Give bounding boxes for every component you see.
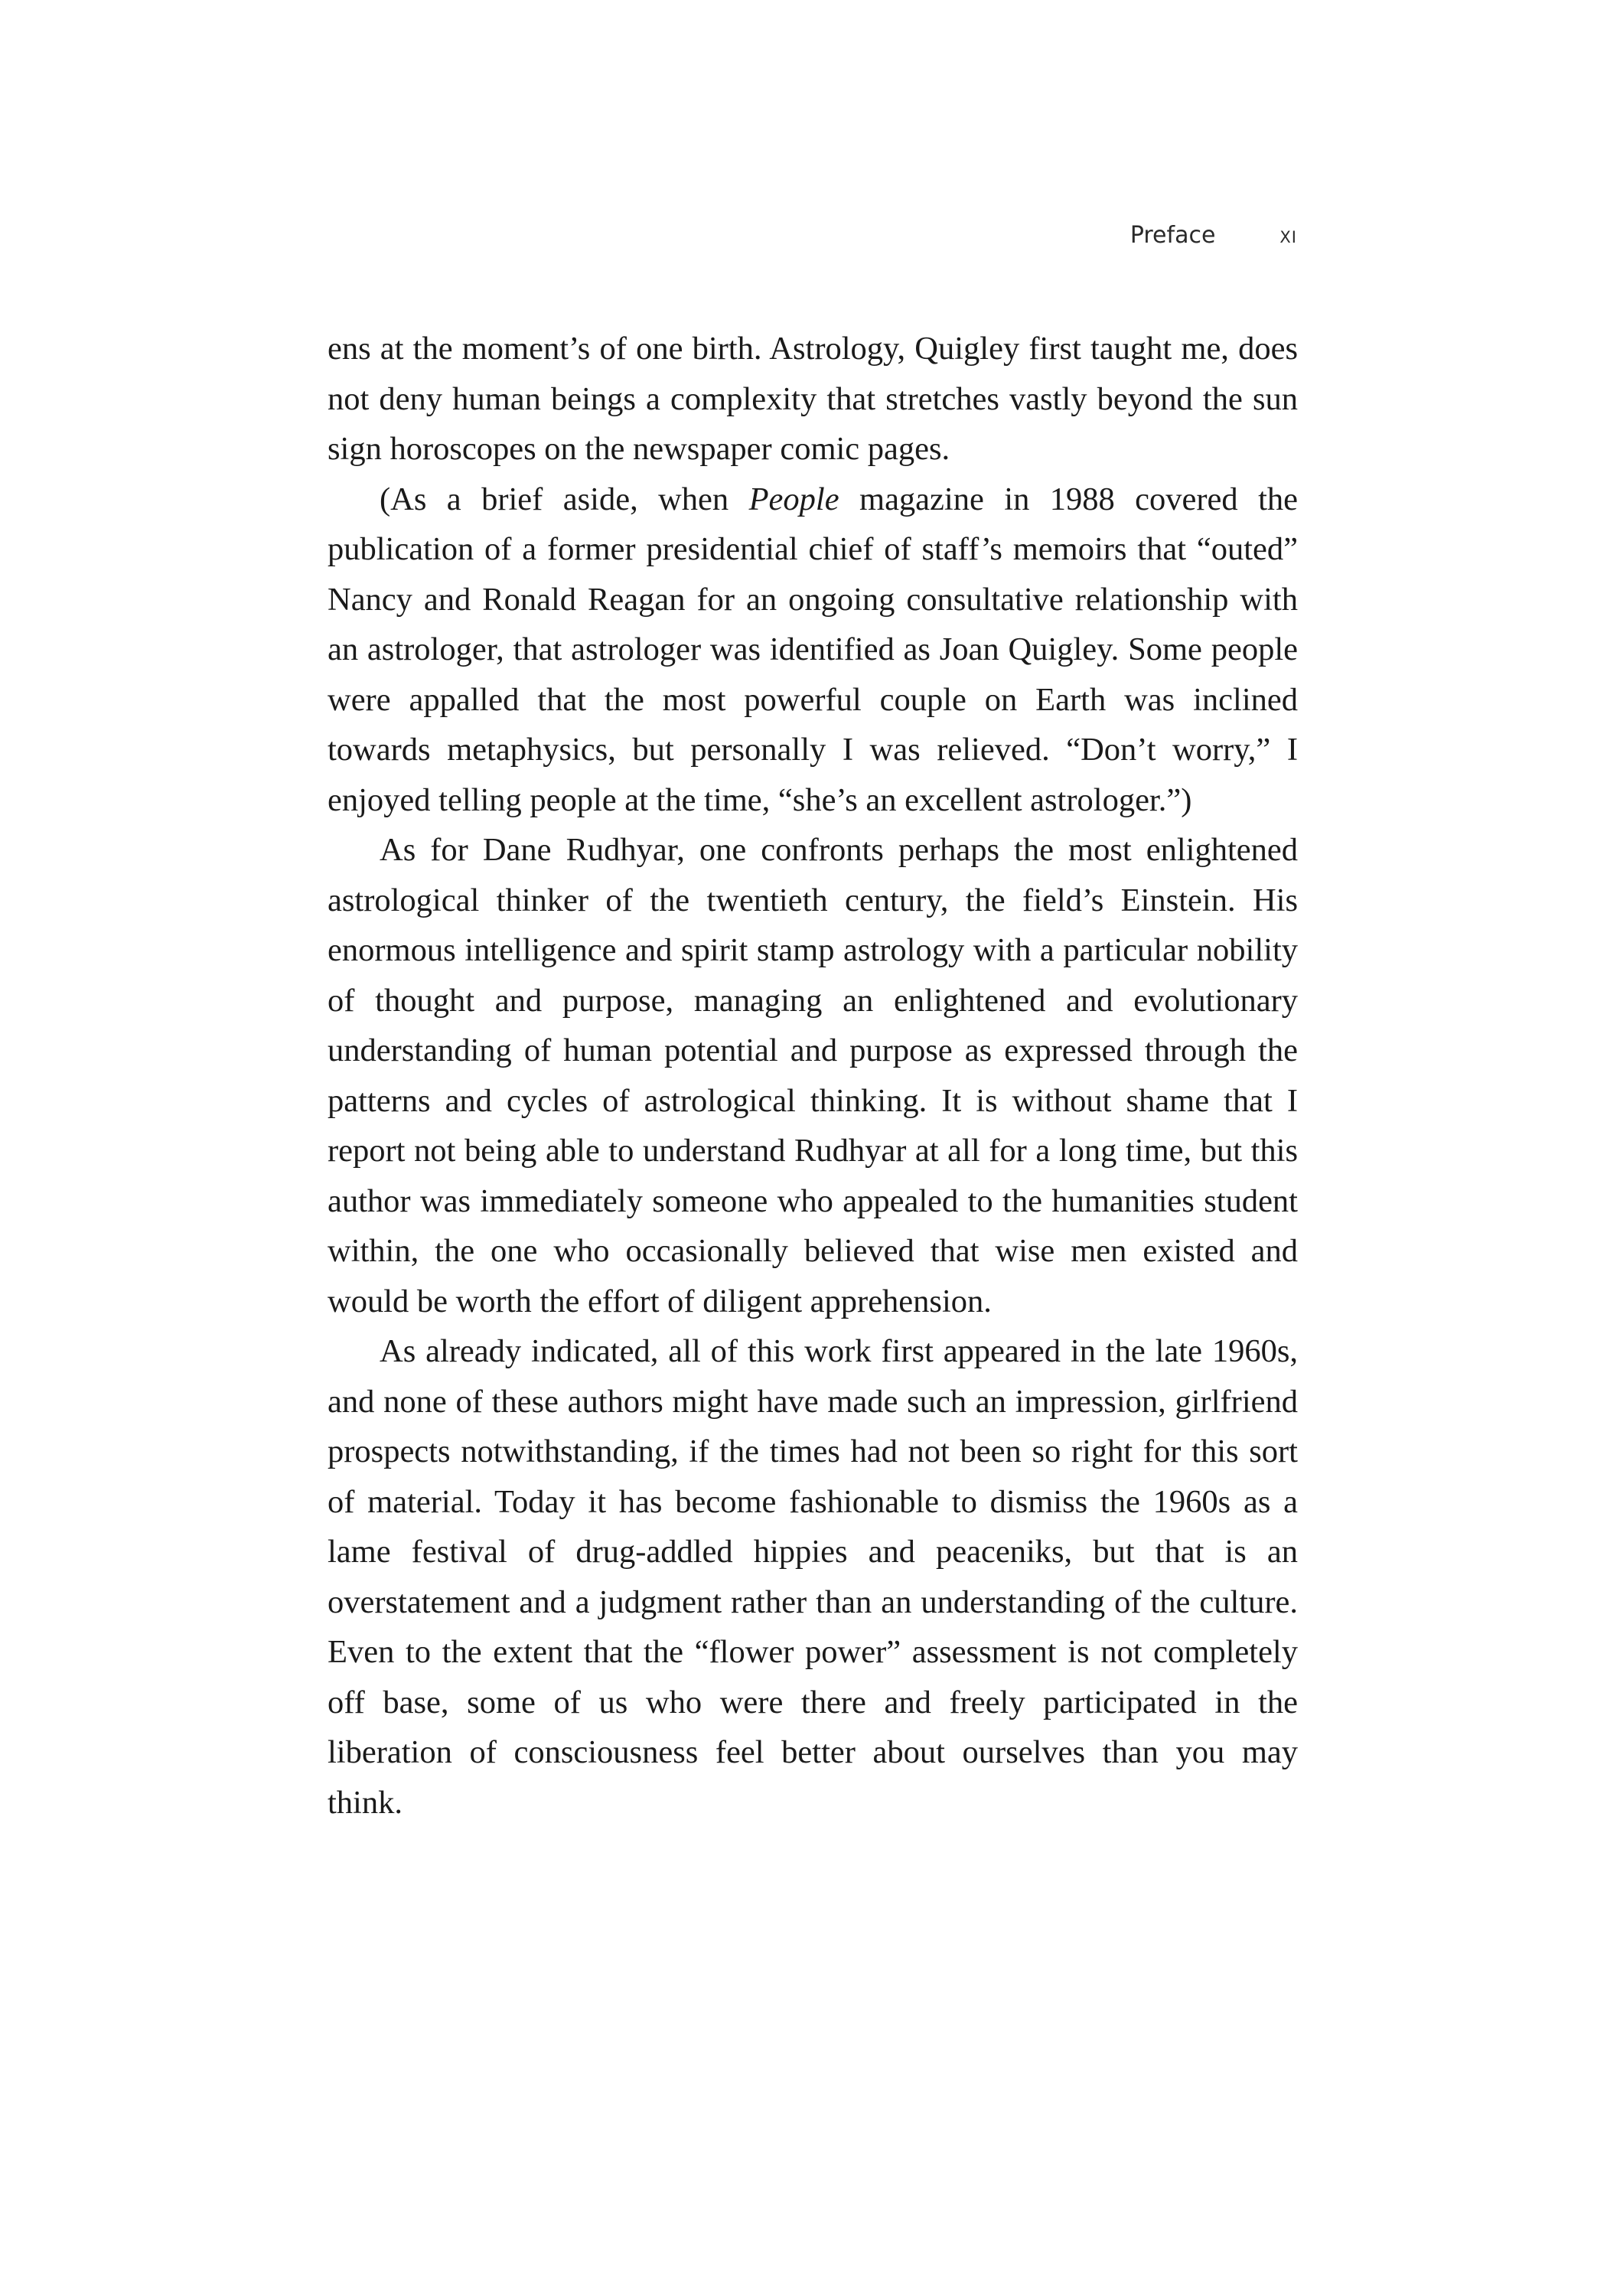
page-number: xi xyxy=(1279,222,1297,249)
paragraph-2-rest: magazine in 1988 covered the publication of a former presidential chief of staff’s memoirs that “outed” Nancy and Ronald Reagan for an ongoing consultative relationship with an astrologer, that astrologer was identified as Joan Quigley. Some people were appalled that the most powerful couple on Earth was inclined towards metaphysics, but personally I was relieved. “Don’t worry,” I enjoyed telling people at the time, “she’s an excellent astrologer.”) xyxy=(328,481,1298,818)
body-text xyxy=(328,324,1298,1828)
paragraph-2-lead: (As a brief aside, when xyxy=(380,481,749,517)
magazine-title: People xyxy=(748,481,839,517)
paragraph-1: ens at the moment’s of one birth. Astrology, Quigley first taught me, does not deny human beings a complexity that stretches vastly beyond the sun sign horoscopes on the newspaper comic pages. xyxy=(328,331,1298,467)
running-head xyxy=(1130,222,1297,249)
running-head-section-title: Preface xyxy=(1129,222,1216,249)
paragraph-3: As for Dane Rudhyar, one confronts perhaps the most enlightened astrological thinker of the twentieth century, the field’s Einstein. His enormous intelligence and spirit stamp astrology with a particular nobility of thought and purpose, managing an enlightened and evolutionary understanding of human potential and purpose as expressed through the patterns and cycles of astrological thinking. It is without shame that I report not being able to understand Rudhyar at all for a long time, but this author was immediately someone who appealed to the humanities student within, the one who occasionally believed that wise men existed and would be worth the effort of diligent apprehension. xyxy=(328,832,1298,1319)
paragraph-4: As already indicated, all of this work first appeared in the late 1960s, and none of these authors might have made such an impression, girlfriend prospects notwithstanding, if the times had not been so right for this sort of material. Today it has become fashionable to dismiss the 1960s as a lame festival of drug-addled hippies and peaceniks, but that is an overstatement and a judgment rather than an understanding of the culture. Even to the extent that the “flower power” assessment is not completely off base, some of us who were there and freely participated in the liberation of consciousness feel better about ourselves than you may think. xyxy=(328,1333,1298,1821)
paragraph-2 xyxy=(328,475,1298,826)
